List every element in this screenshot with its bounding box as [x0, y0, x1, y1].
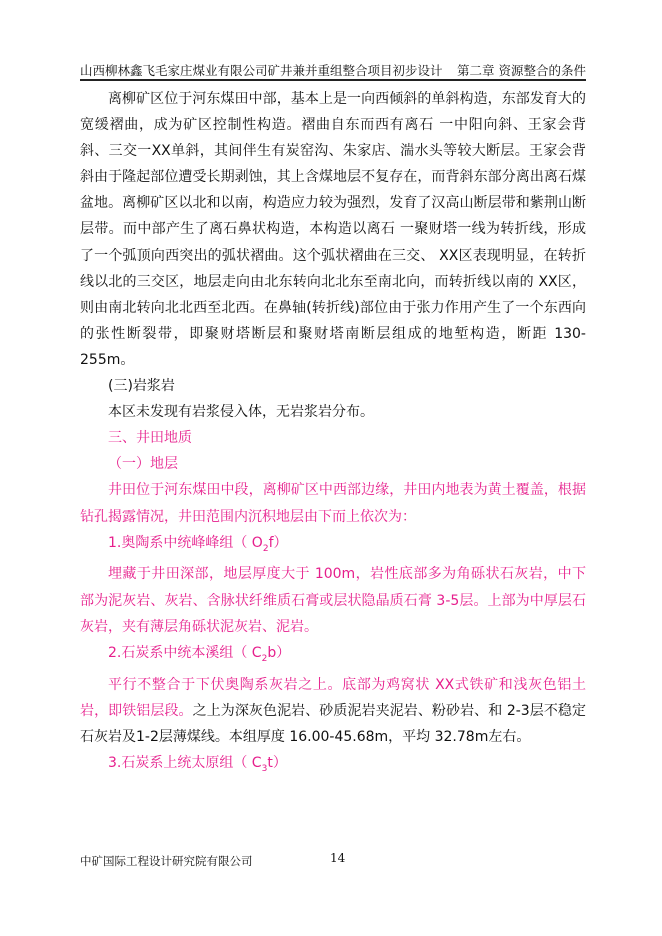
paragraph-strata: 井田位于河东煤田中段，离柳矿区中西部边缘，井田内地表为黄土覆盖，根据钻孔揭露情况，井田范围内沉积地层由下而上依次为：	[80, 482, 586, 525]
header-chapter-title: 第二章 资源整合的条件	[457, 63, 586, 78]
heading-magmatic-rock: (三)岩浆岩	[108, 378, 175, 395]
header-project-title: 山西柳林鑫飞毛家庄煤业有限公司矿井兼并重组整合项目初步设计	[80, 63, 443, 78]
heading-section-3: 三、井田地质	[108, 430, 192, 447]
paragraph-benxi: 平行不整合于下伏奥陶系灰岩之上。底部为鸡窝状 XX式铁矿和浅灰色铝土岩，即铁铝层段。之上为深灰色泥岩、砂质泥岩夹泥岩、粉砂岩、和 2-3层不稳定石灰岩及1-2层薄煤线。本组厚度 16.00-45.68m，平均 32.78m左右。	[80, 676, 587, 745]
paragraph-ordovician: 埋藏于井田深部，地层厚度大于 100m，岩性底部多为角砾状石灰岩，中下部为泥灰岩、灰岩、含脉状纤维质石膏或层状隐晶质石膏 3-5层。上部为中厚层石灰岩，夹有薄层角砾状泥灰岩、泥岩。	[80, 566, 586, 635]
document-body	[80, 86, 586, 782]
page-header	[80, 62, 586, 81]
paragraph-structure: 离柳矿区位于河东煤田中部，基本上是一向西倾斜的单斜构造，东部发育大的宽缓褶曲，成为矿区控制性构造。褶曲自东而西有离石 一中阳向斜、王家会背斜、三交一XX单斜，其间伴生有炭窑沟、朱家店、湍水头等较大断层。王家会背斜由于隆起部位遭受长期剥蚀，其上含煤地层不复存在，而背斜东部分离出离石煤盆地。离柳矿区以北和以南，构造应力较为强烈，发育了汉高山断层带和紫荆山断层带。而中部产生了离石鼻状构造，本构造以离石 一聚财塔一线为转折线，形成了一个弧顶向西突出的弧状褶曲。这个弧状褶曲在三交、 XX区表现明显，在转折线以北的三交区，地层走向由北东转向北北东至南北向，而转折线以南的 XX区，则由南北转向北北西至北西。在鼻轴(转折线)部位由于张力作用产生了一个东西向的张性断裂带，即聚财塔断层和聚财塔南断层组成的地堑构造，断距 130-255m。	[80, 91, 586, 368]
footer-company: 中矿国际工程设计研究院有限公司	[80, 854, 253, 868]
heading-taiyuan: 3.石炭系上统太原组（ $C_3t$）	[108, 754, 287, 774]
paragraph-magmatic-rock: 本区未发现有岩浆侵入体，无岩浆岩分布。	[108, 404, 374, 421]
heading-strata: （一）地层	[108, 456, 178, 473]
page-number: 14	[330, 851, 346, 865]
heading-benxi: 2.石炭系中统本溪组（ $C_2b$）	[108, 644, 291, 664]
heading-ordovician: 1.奥陶系中统峰峰组（ $O_2f$）	[108, 534, 288, 554]
